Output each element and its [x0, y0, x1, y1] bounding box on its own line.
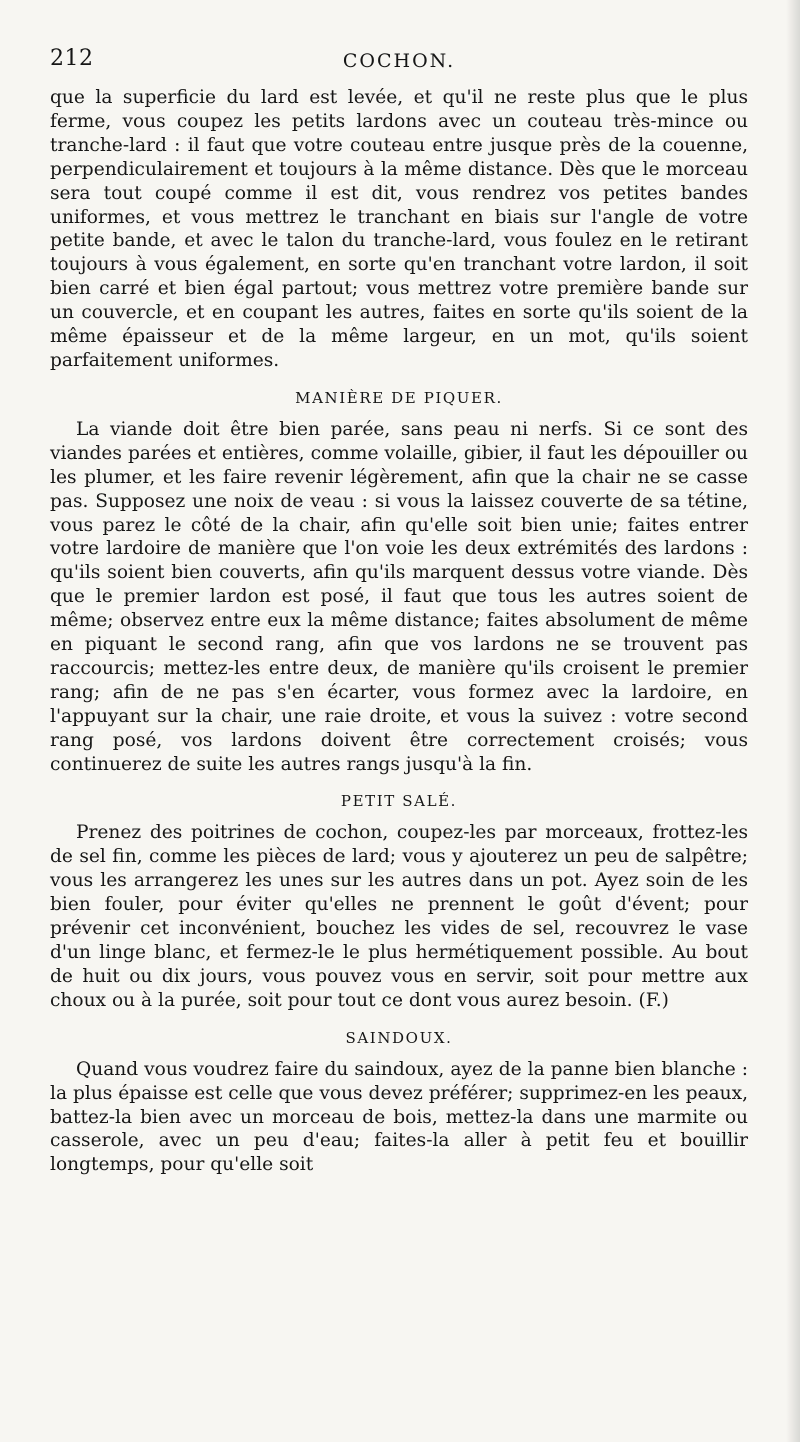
section-heading-piquer: MANIÈRE DE PIQUER. — [295, 388, 503, 407]
paragraph-petit-sale: Prenez des poitrines de cochon, coupez-les par morceaux, frottez-les de sel fin, comme les pièces de lard; vous y ajouterez un peu de salpêtre; vous les arrangerez les unes sur les autres dans un pot. Ayez soin de les bien fouler, pour éviter qu'elles ne prennent le goût d'évent; pour prévenir cet inconvénient, bouchez les vides de sel, recouvrez le vase d'un linge blanc, et fermez-le le plus hermétiquement possible. Au bout de huit ou dix jours, vous pouvez vous en servir, soit pour mettre aux choux ou à la purée, soit pour tout ce dont vous aurez besoin. (F.) — [50, 822, 748, 1011]
page-edge-shadow — [786, 0, 800, 1442]
paragraph-lardons: que la superficie du lard est levée, et qu'il ne reste plus que le plus ferme, vous coupez les petits lardons avec un couteau très-mince ou tranche-lard : il faut que votre couteau entre jusque près de la couenne, perpendiculairement et toujours à la même distance. Dès que le morceau sera tout coupé comme il est dit, vous rendrez vos petites bandes uniformes, et vous mettrez le tranchant en biais sur l'angle de votre petite bande, et avec le talon du tranche-lard, vous foulez en le retirant toujours à vous également, en sorte qu'en tranchant votre lardon, il soit bien carré et bien égal partout; vous mettrez votre première bande sur un couvercle, et en coupant les autres, faites en sorte qu'ils soient de la même épaisseur et de la même largeur, en un mot, qu'ils soient parfaitement uniformes. — [50, 87, 748, 371]
page-number: 212 — [50, 46, 94, 71]
paragraph-piquer: La viande doit être bien parée, sans peau ni nerfs. Si ce sont des viandes parées et entières, comme volaille, gibier, il faut les dépouiller ou les plumer, et les faire revenir légèrement, afin que la chair ne se casse pas. Supposez une noix de veau : si vous la laissez couverte de sa tétine, vous parez le côté de la chair, afin qu'elle soit bien unie; faites entrer votre lardoire de manière que l'on voie les deux extrémités des lardons : qu'ils soient bien couverts, afin qu'ils marquent dessus votre viande. Dès que le premier lardon est posé, il faut que tous les autres soient de même; observez entre eux la même distance; faites absolument de même en piquant le second rang, afin que vos lardons ne se trouvent pas raccourcis; mettez-les entre deux, de manière qu'ils croisent le premier rang; afin de ne pas s'en écarter, vous formez avec la lardoire, en l'appuyant sur la chair, une raie droite, et vous la suivez : votre second rang posé, vos lardons doivent être correctement croisés; vous continuerez de suite les autres rangs jusqu'à la fin. — [50, 418, 748, 775]
paragraph-saindoux: Quand vous voudrez faire du saindoux, ayez de la panne bien blanche : la plus épaisse est celle que vous devez préférer; supprimez-en les peaux, battez-la bien avec un morceau de bois, mettez-la dans une marmite ou casserole, avec un peu d'eau; faites-la aller à petit feu et bouillir longtemps, pour qu'elle soit — [50, 1058, 748, 1176]
section-heading-petit-sale: PETIT SALÉ. — [340, 792, 458, 811]
page-header — [50, 46, 748, 82]
body-text — [50, 86, 748, 1177]
running-title: COCHON. — [342, 50, 456, 72]
section-heading-saindoux: SAINDOUX. — [345, 1028, 453, 1047]
